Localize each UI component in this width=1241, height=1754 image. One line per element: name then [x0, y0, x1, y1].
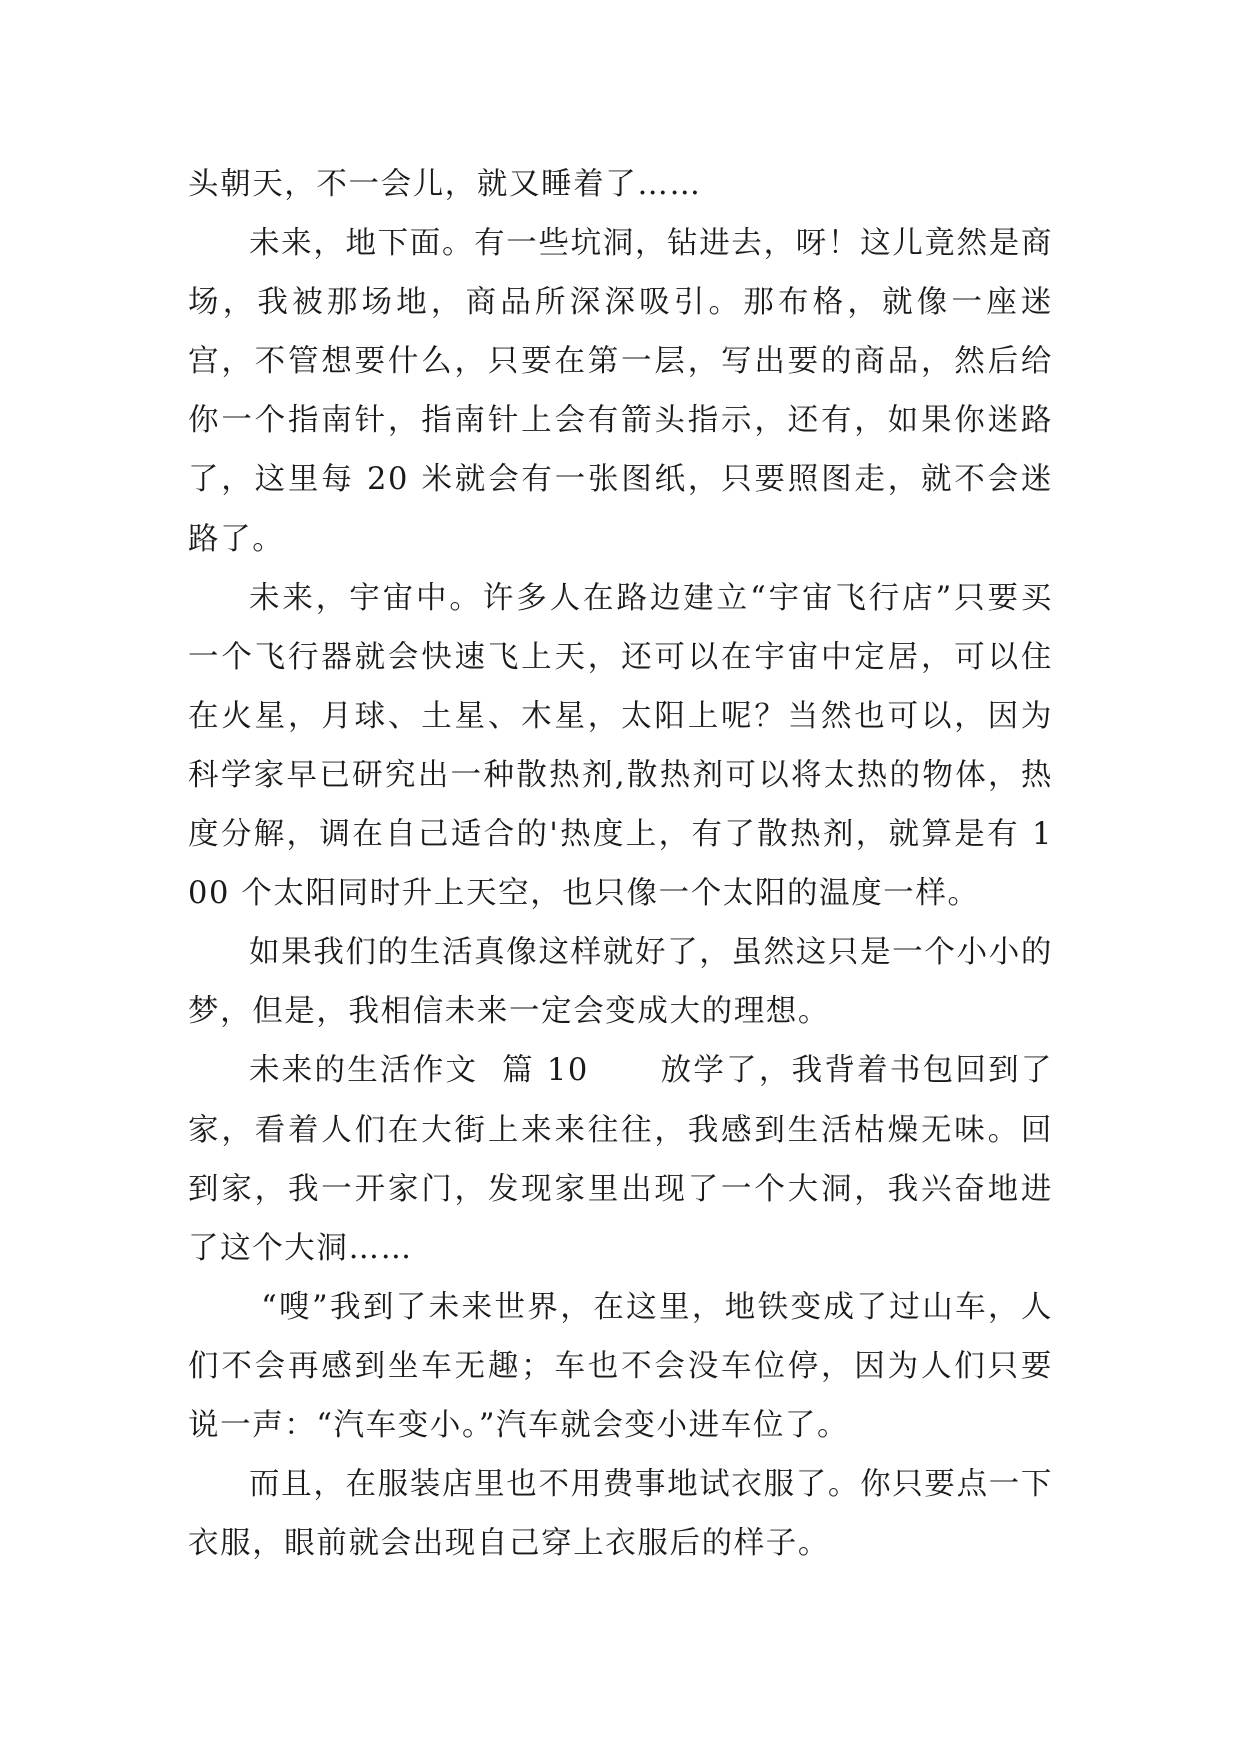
paragraph-essay-10-intro: 未来的生活作文 篇 10 放学了，我背着书包回到了家，看着人们在大街上来来往往，我感到生活枯燥无味。回到家，我一开家门，发现家里出现了一个大洞，我兴奋地进了这个大洞……	[188, 1053, 1053, 1266]
paragraph-dream: 如果我们的生活真像这样就好了，虽然这只是一个小小的梦，但是，我相信未来一定会变成大的理想。	[188, 935, 1053, 1030]
paragraph-space: 未来，宇宙中。许多人在路边建立“宇宙飞行店”只要买一个飞行器就会快速飞上天，还可以在宇宙中定居，可以住在火星，月球、土星、木星，太阳上呢？当然也可以，因为科学家早已研究出一种散热剂,散热剂可以将太热的物体，热度分解，调在自己适合的'热度上，有了散热剂，就算是有 100 个太阳同时升上天空，也只像一个太阳的温度一样。	[188, 580, 1053, 912]
paragraph-continuation: 头朝天，不一会儿，就又睡着了……	[188, 167, 702, 202]
paragraph-clothing-store: 而且，在服装店里也不用费事地试衣服了。你只要点一下衣服，眼前就会出现自己穿上衣服后的样子。	[188, 1467, 1053, 1562]
essay-body	[188, 155, 1053, 1573]
paragraph-underground-mall: 未来，地下面。有一些坑洞，钻进去，呀！这儿竟然是商场，我被那场地，商品所深深吸引。那布格，就像一座迷宫，不管想要什么，只要在第一层，写出要的商品，然后给你一个指南针，指南针上会有箭头指示，还有，如果你迷路了，这里每 20 米就会有一张图纸，只要照图走，就不会迷路了。	[188, 226, 1053, 557]
paragraph-future-world: “嗖”我到了未来世界，在这里，地铁变成了过山车，人们不会再感到坐车无趣；车也不会没车位停，因为人们只要说一声：“汽车变小。”汽车就会变小进车位了。	[188, 1289, 1054, 1443]
